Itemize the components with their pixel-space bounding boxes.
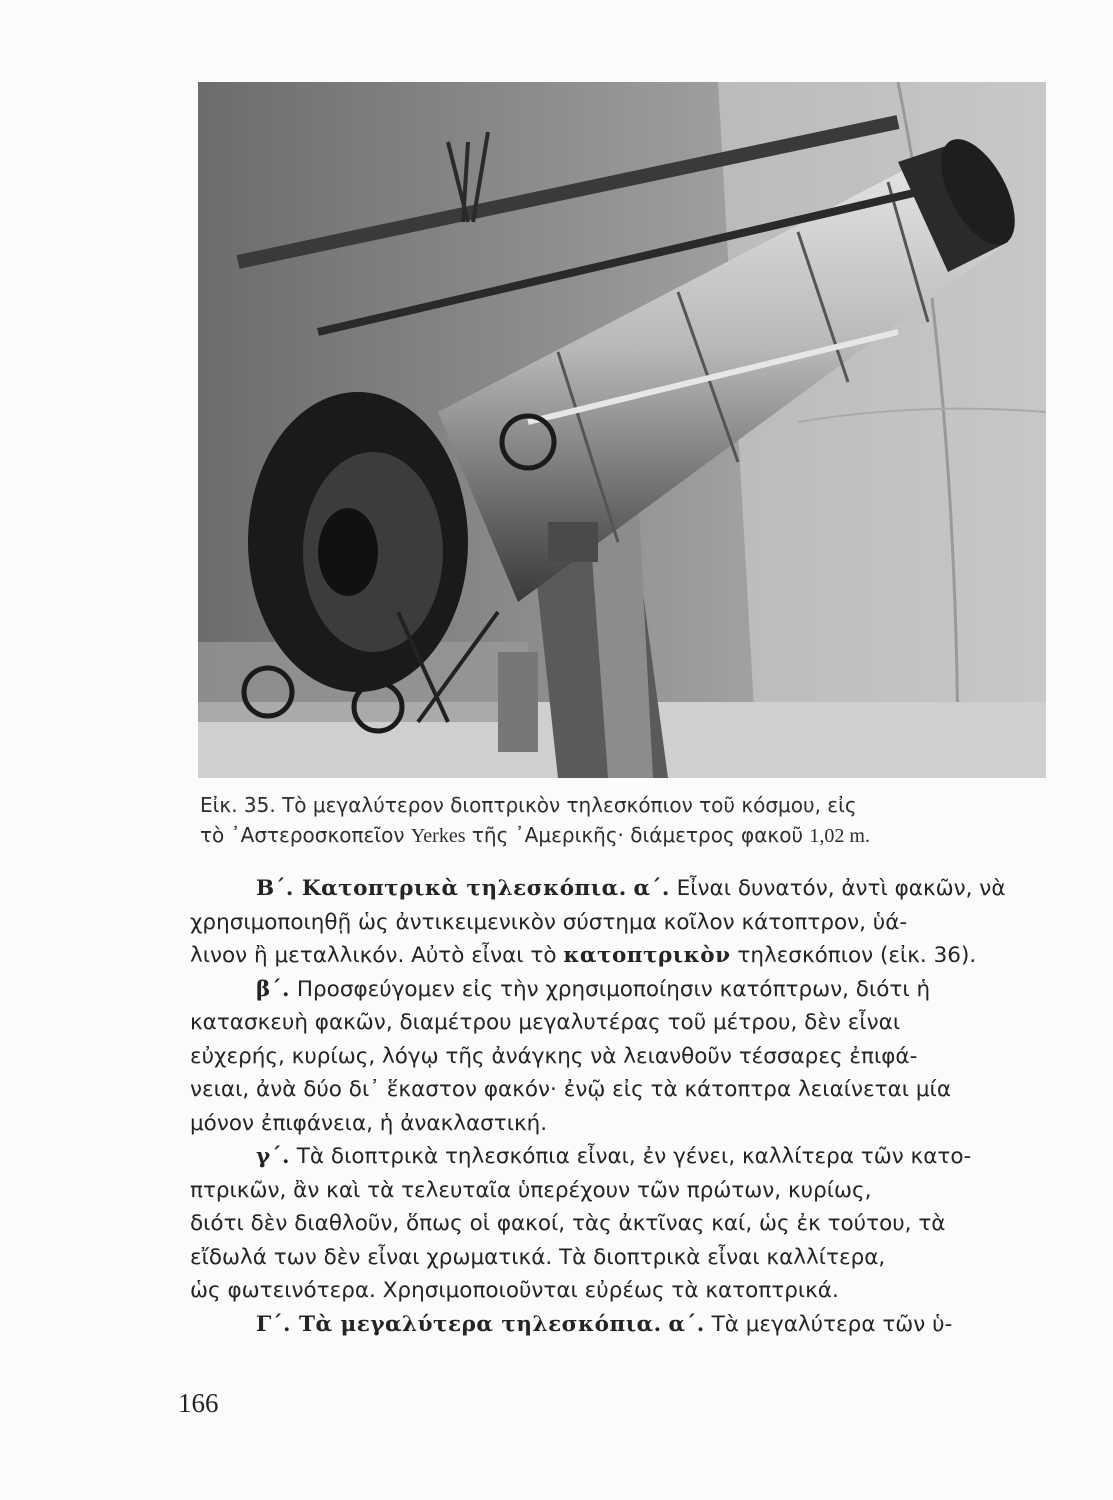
text-line: νειαι, ἀνὰ δύο δι᾿ ἕκαστον φακόν· ἐνῷ εἰς τὰ κάτοπτρα λειαίνεται μία: [190, 1077, 952, 1102]
page-number: 166: [178, 1388, 219, 1418]
text-line: [190, 939, 1040, 973]
text-span: Τὰ μεγαλύτερα τῶν ὑ-: [704, 1311, 953, 1337]
text-line: [190, 1140, 1040, 1174]
item-label: α΄.: [668, 1311, 705, 1337]
text-line: κατασκευὴ φακῶν, διαμέτρου μεγαλυτέρας τοῦ μέτρου, δὲν εἶναι: [190, 1010, 901, 1035]
text-line: ὡς φωτεινότερα. Χρησιμοποιοῦνται εὐρέως τὰ κατοπτρικά.: [190, 1278, 839, 1303]
text-line: εὐχερής, κυρίως, λόγῳ τῆς ἀνάγκης νὰ λειανθοῦν τέσσαρες ἐπιφά-: [190, 1043, 918, 1069]
section-heading-c: Γ΄. Τὰ μεγαλύτερα τηλεσκόπια.: [256, 1311, 662, 1337]
text-line: μόνον ἐπιφάνεια, ἡ ἀνακλαστική.: [190, 1110, 548, 1136]
item-label: β΄.: [256, 976, 291, 1002]
lens-diameter: 1,02 m.: [809, 825, 870, 847]
telescope-photo: [198, 82, 1046, 778]
text-span: λινον ἢ μεταλλικόν. Αὐτὸ εἶναι τὸ: [190, 943, 564, 968]
text-span: τηλεσκόπιον (εἰκ. 36).: [730, 943, 977, 968]
body-text: [190, 872, 1040, 1341]
text-span: Προσφεύγομεν εἰς τὴν χρησιμοποίησιν κατόπτρων, διότι ἡ: [290, 976, 931, 1002]
observatory-name: Yerkes: [410, 825, 466, 847]
figure-caption: [200, 790, 1030, 851]
text-line: [190, 872, 1040, 906]
text-line: [190, 973, 1040, 1007]
item-label: γ΄.: [256, 1144, 290, 1169]
text-line: εἴδωλά των δὲν εἶναι χρωματικά. Τὰ διοπτρικὰ εἶναι καλλίτερα,: [190, 1244, 886, 1270]
bold-term: κατοπτρικὸν: [563, 943, 731, 968]
text-line: διότι δὲν διαθλοῦν, ὅπως οἱ φακοί, τὰς ἀκτῖνας καί, ὡς ἐκ τούτου, τὰ: [190, 1211, 946, 1236]
text-line: πτρικῶν, ἂν καὶ τὰ τελευταῖα ὑπερέχουν τῶν πρώτων, κυρίως,: [190, 1177, 872, 1203]
telescope-illustration: [198, 82, 1046, 778]
caption-line-1: Εἰκ. 35. Τὸ μεγαλύτερον διοπτρικὸν τηλεσκόπιον τοῦ κόσμου, εἰς: [200, 793, 857, 817]
caption-text: τῆς ᾿Αμερικῆς· διάμετρος φακοῦ: [465, 823, 810, 847]
text-line: χρησιμοποιηθῇ ὡς ἀντικειμενικὸν σύστημα κοῖλον κάτοπτρον, ὑά-: [190, 909, 908, 935]
text-span: Τὰ διοπτρικὰ τηλεσκόπια εἶναι, ἐν γένει, καλλίτερα τῶν κατο-: [289, 1144, 972, 1169]
item-label: α΄.: [633, 876, 670, 901]
caption-text: τὸ ᾿Αστεροσκοπεῖον: [200, 823, 411, 847]
text-line: [190, 1308, 1040, 1342]
caption-line-2: [200, 820, 1030, 851]
text-span: Εἶναι δυνατόν, ἀντὶ φακῶν, νὰ: [669, 876, 1006, 901]
section-heading-b: Β΄. Κατοπτρικὰ τηλεσκόπια.: [256, 876, 627, 901]
